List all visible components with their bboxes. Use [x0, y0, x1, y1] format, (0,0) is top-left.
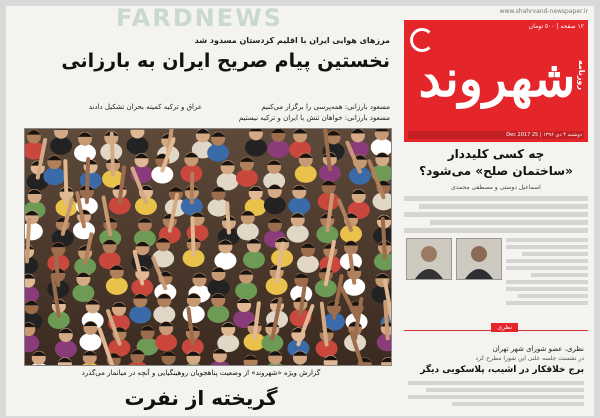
main-headline: نخستین پیام صریح ایران به بارزانی [61, 50, 390, 72]
crowd-illustration [25, 129, 391, 365]
masthead-logo: شهروند [418, 49, 576, 108]
right-headline [404, 146, 588, 180]
box-line-1: نظری، عضو شورای شهر تهران [492, 345, 584, 353]
masthead-date: دوشنبه ۴ دی ۱۳۹۶ | 25 Dec 2017 [408, 131, 584, 139]
article-text-column [506, 238, 588, 308]
site-url: www.shahrvand-newspaper.ir [499, 8, 588, 15]
box-text-block [408, 381, 584, 409]
box-headline: برج خلاقکار در اشیب، پلاسکویی دیگر [420, 365, 584, 375]
main-column [12, 20, 390, 412]
photo-headline: گریخته از نفرت [124, 386, 278, 410]
masthead [404, 20, 588, 142]
refugees-photo [24, 128, 392, 366]
article-text-block [404, 196, 588, 236]
box-tag: نظری [491, 323, 518, 332]
headline-kicker: مرزهای هوایی ایران با اقلیم کردستان مسدود شد [194, 36, 390, 45]
portrait-photo-1 [456, 238, 502, 280]
subheadline-2: عراق و ترکیه کمیته بحران تشکیل دادند [88, 103, 202, 111]
masthead-daily-label: روزنامه [577, 60, 586, 90]
watermark: FARDNEWS [116, 6, 283, 32]
portrait-photo-2 [406, 238, 452, 280]
subheadline-1: مسعود بارزانی: همه‌پرسی را برگزار می‌کنیم [261, 103, 390, 111]
right-column [404, 146, 588, 412]
box-line-2: در نشست جلسه علنی این شورا مطرح کرد [475, 355, 584, 362]
newspaper-front-page [6, 6, 594, 416]
right-authors: اسماعیل دوستی و مصطفی محمدی [451, 184, 541, 191]
masthead-price: ١٢ صفحه | ٥٠٠ تومان [528, 23, 584, 30]
portraits [406, 238, 502, 284]
photo-caption: گزارش ویژه «شهروند» از وضعیت پناهجویان روهینگیایی و آنچه در میانمار می‌گذرد [81, 369, 321, 377]
bottom-news-box [404, 324, 588, 413]
right-headline-line-2: «ساختمان صلح» می‌شود؟ [419, 164, 573, 178]
right-headline-line-1: چه کسی کلیددار [447, 147, 545, 161]
subheadline-3: مسعود بارزانی: خواهان تنش با ایران و ترکیه نیستیم [238, 114, 390, 122]
